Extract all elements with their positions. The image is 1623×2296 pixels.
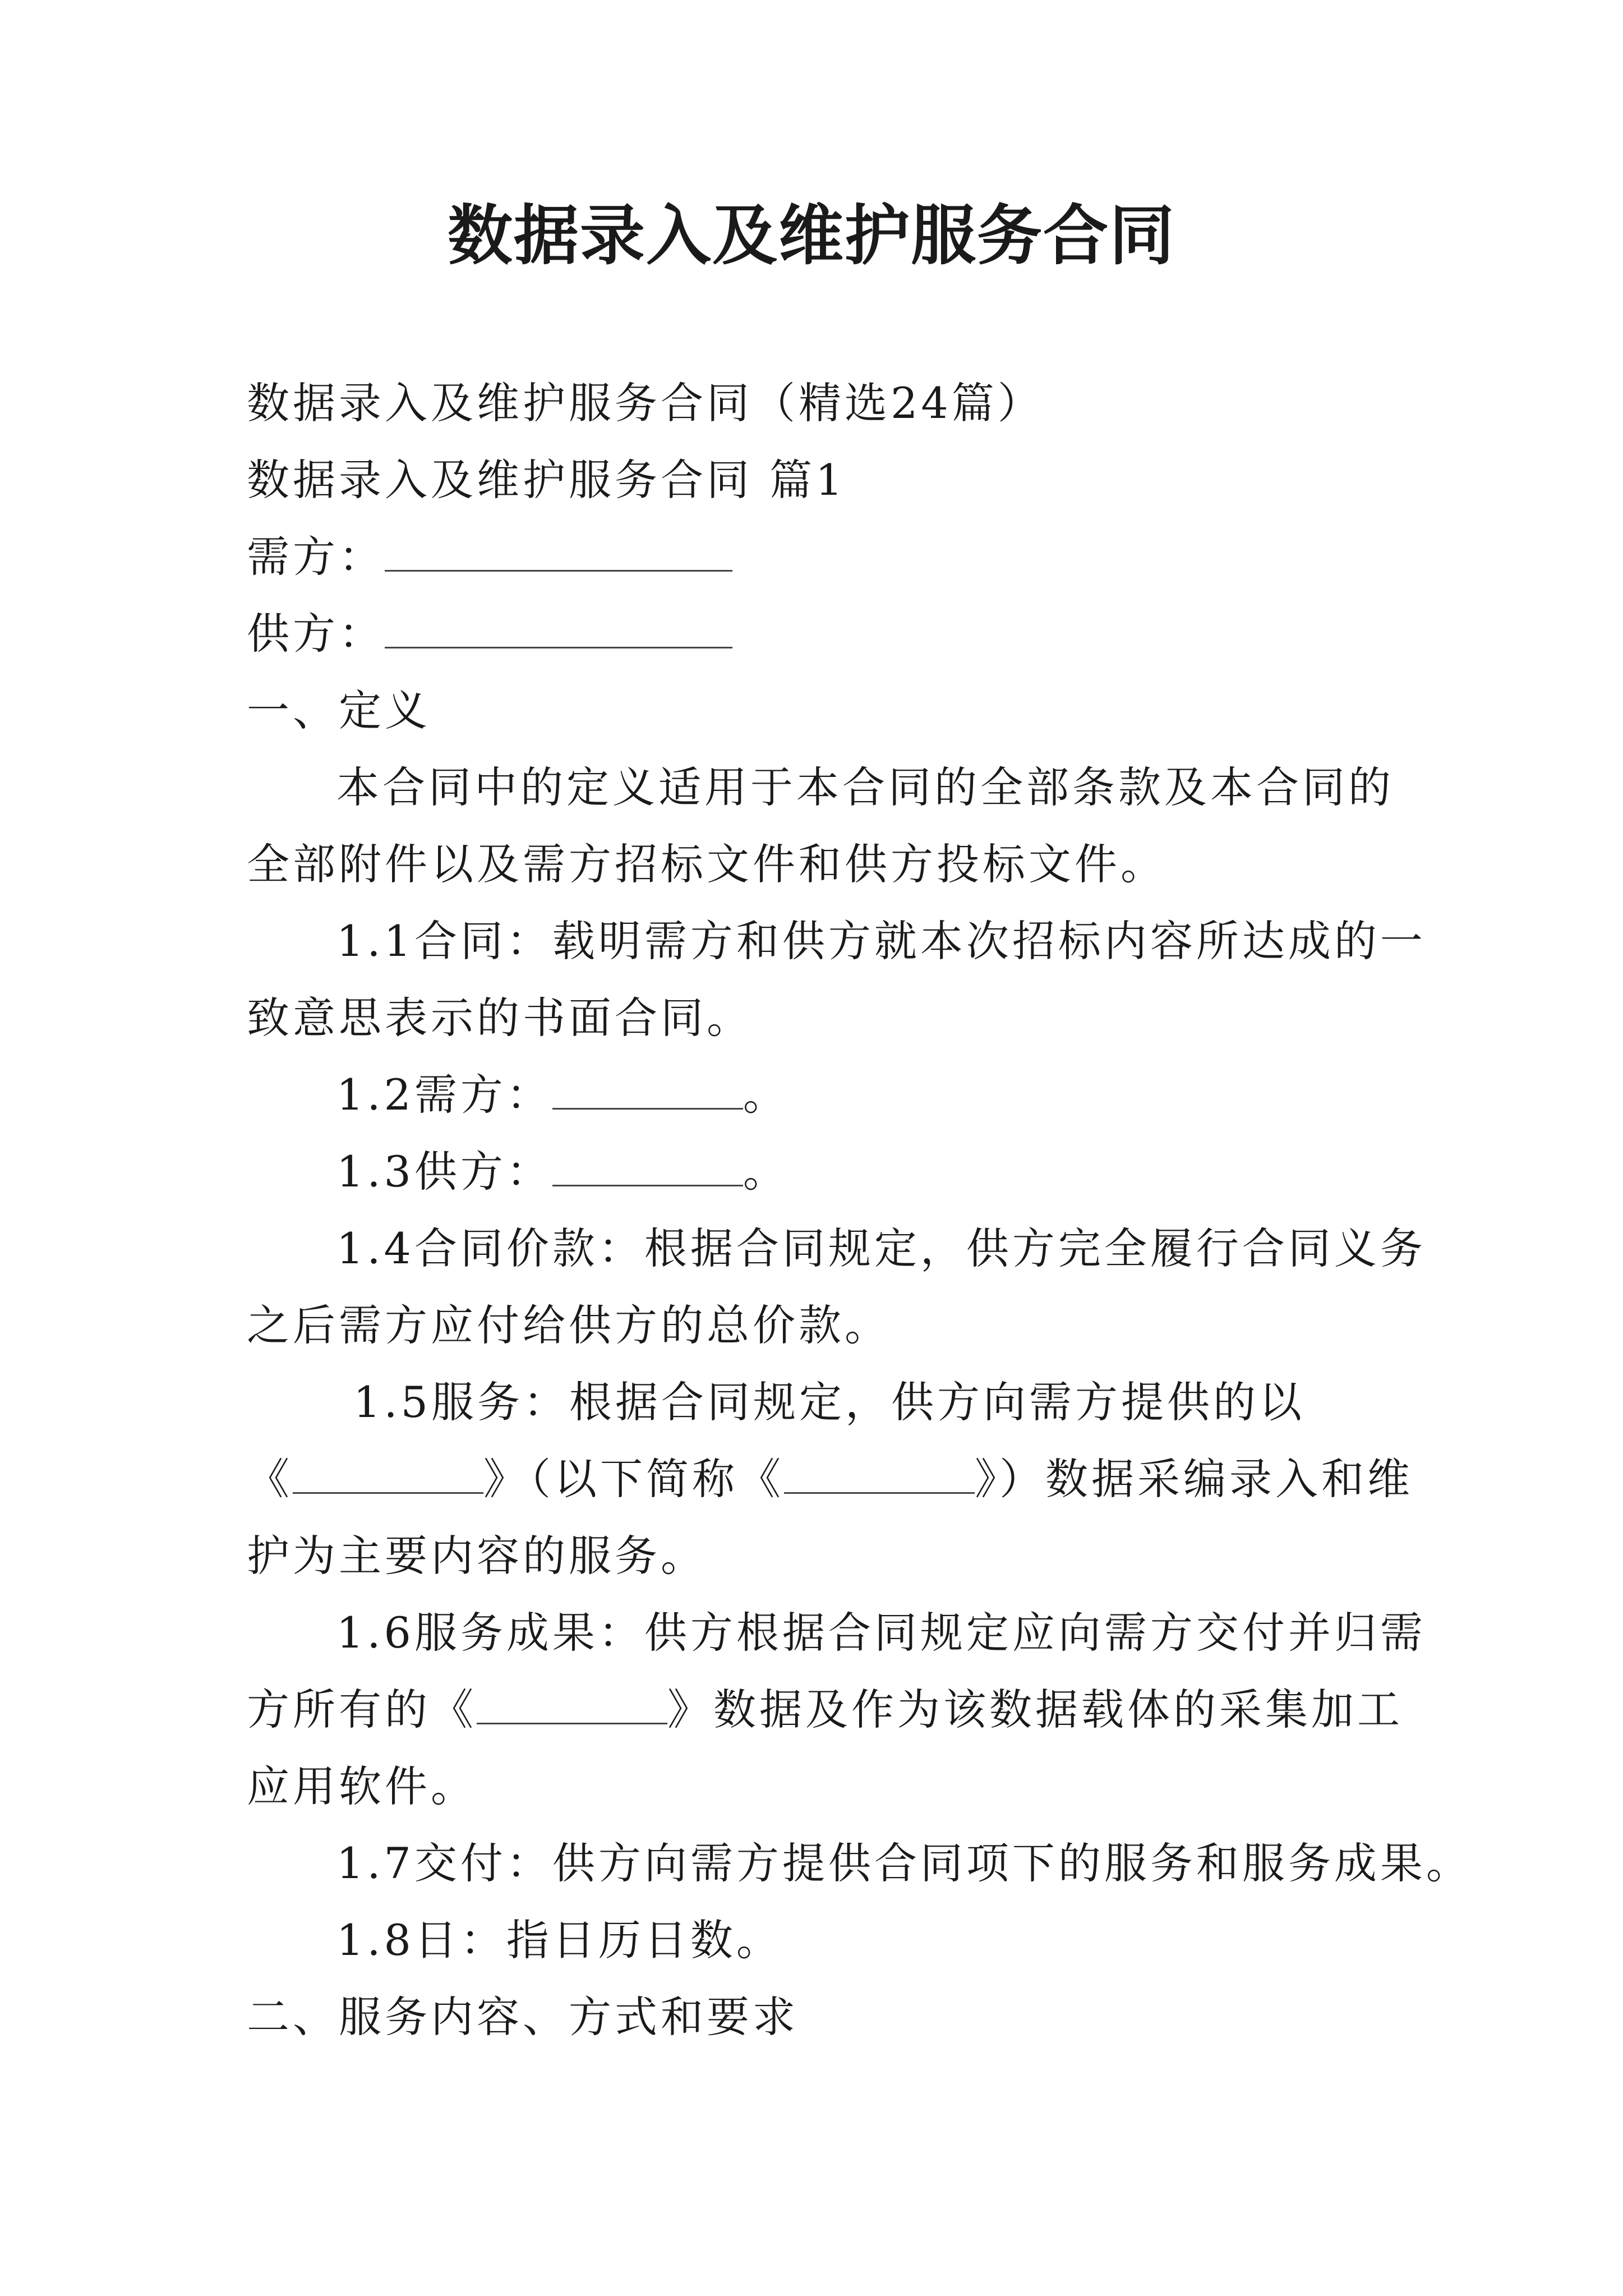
- section-1-heading: 一、定义: [247, 685, 431, 735]
- definition-1-2-period: 。: [743, 1070, 789, 1120]
- definition-1-6-start-text: 方所有的《: [247, 1685, 477, 1734]
- definition-1-2-line: [247, 1056, 1402, 1133]
- supplier-label: 供方：: [247, 609, 385, 659]
- definition-1-6-end-text: 》数据及作为该数据载体的采集加工: [667, 1685, 1403, 1734]
- buyer-label: 需方：: [247, 532, 385, 582]
- definition-1-3-period: 。: [743, 1147, 789, 1197]
- definition-1-5-end-text: 》）数据采编录入和维: [975, 1454, 1413, 1504]
- piece-heading: 数据录入及维护服务合同 篇1: [247, 455, 846, 505]
- definition-1-1-line-1: 1.1合同：载明需方和供方就本次招标内容所达成的一: [336, 916, 1426, 966]
- document-body: [247, 365, 1472, 2055]
- definition-1-5-blank-1: [293, 1456, 483, 1494]
- definition-1-5-line-2: [247, 1441, 1413, 1517]
- definition-1-5-open-bracket: 《: [247, 1454, 293, 1504]
- definition-1-3-line: [247, 1133, 1402, 1210]
- definition-1-7-line: 1.7交付：供方向需方提供合同项下的服务和服务成果。: [336, 1838, 1472, 1888]
- definition-1-6-blank: [477, 1686, 667, 1724]
- definition-1-3-blank: [552, 1148, 743, 1186]
- supplier-blank: [385, 610, 732, 648]
- subtitle-line: 数据录入及维护服务合同（精选24篇）: [247, 378, 1044, 428]
- supplier-line: [247, 595, 1402, 672]
- definition-intro-line-1: 本合同中的定义适用于本合同的全部条款及本合同的: [336, 762, 1394, 812]
- definition-1-8-line: 1.8日：指日历日数。: [336, 1915, 782, 1965]
- document-title: 数据录入及维护服务合同: [448, 197, 1175, 274]
- definition-1-1-line-2: 致意思表示的书面合同。: [247, 993, 753, 1043]
- definition-1-5-blank-2: [784, 1456, 975, 1494]
- definition-intro-line-2: 全部附件以及需方招标文件和供方投标文件。: [247, 839, 1166, 889]
- definition-1-6-line-3: 应用软件。: [247, 1761, 477, 1811]
- definition-1-4-line-2: 之后需方应付给供方的总价款。: [247, 1300, 891, 1350]
- definition-1-5-middle-text: 》（以下简称《: [483, 1454, 784, 1504]
- definition-1-5-line-3: 护为主要内容的服务。: [247, 1531, 707, 1581]
- buyer-blank: [385, 533, 732, 572]
- definition-1-6-line-2: [247, 1671, 1402, 1748]
- definition-1-2-label: 1.2需方：: [336, 1070, 552, 1120]
- definition-1-3-label: 1.3供方：: [336, 1147, 552, 1197]
- buyer-line: [247, 518, 1402, 595]
- section-2-heading: 二、服务内容、方式和要求: [247, 1992, 799, 2042]
- definition-1-5-line-1: 1.5服务：根据合同规定，供方向需方提供的以: [336, 1377, 1306, 1427]
- definition-1-6-line-1: 1.6服务成果：供方根据合同规定应向需方交付并归需: [336, 1608, 1426, 1658]
- definition-1-4-line-1: 1.4合同价款：根据合同规定，供方完全履行合同义务: [336, 1223, 1426, 1273]
- definition-1-2-blank: [552, 1071, 743, 1110]
